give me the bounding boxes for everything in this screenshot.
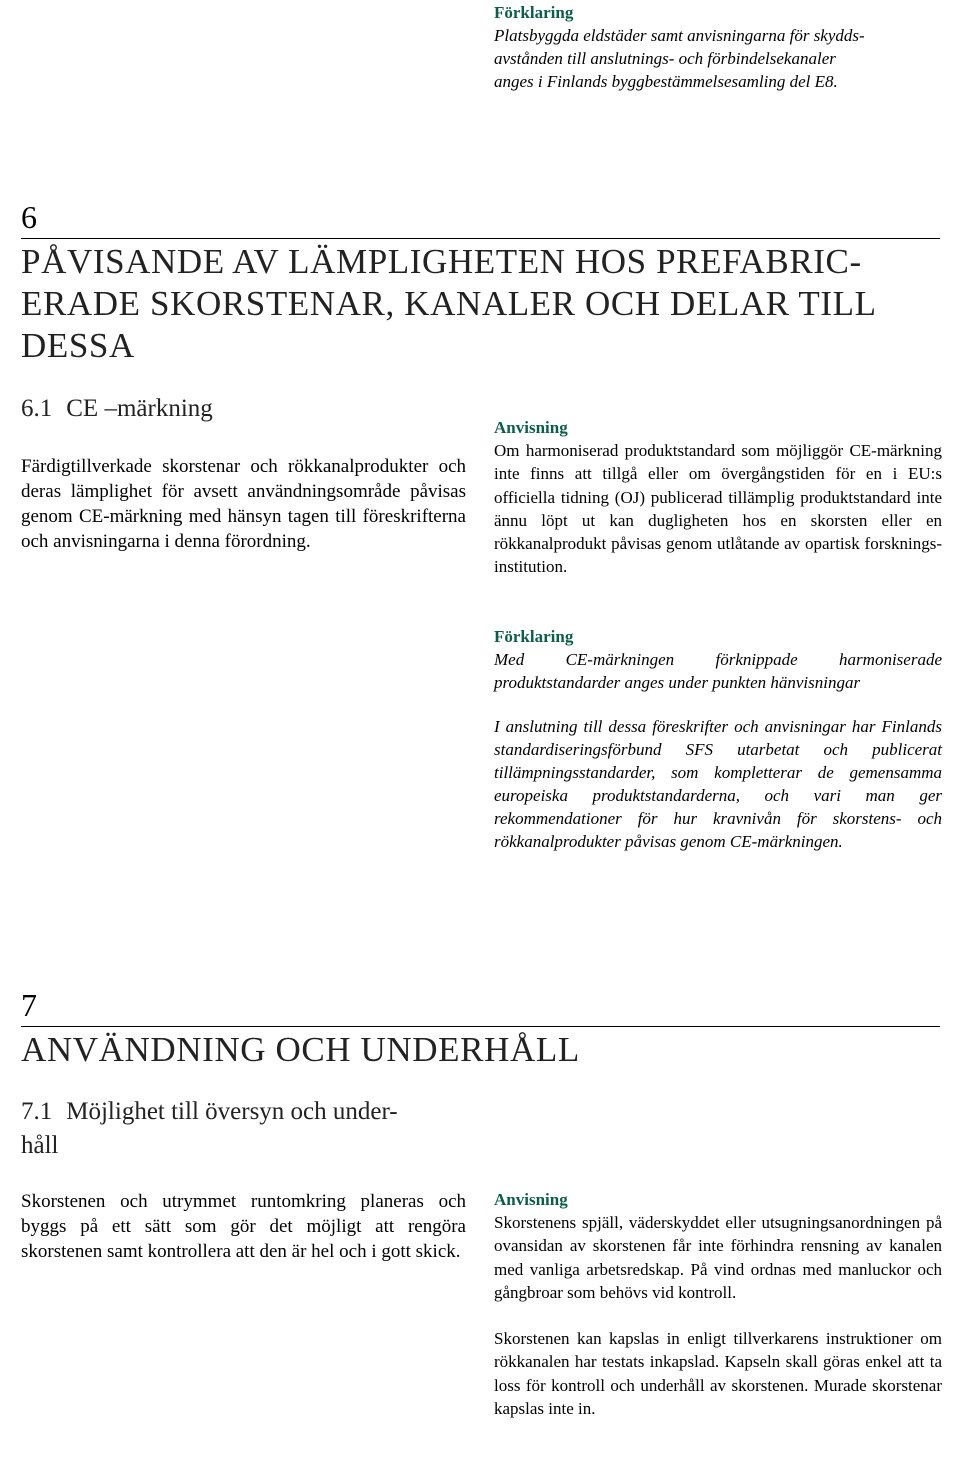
subsection-6-1-title — [21, 392, 466, 426]
subsection-7-1-label-line-1: Möjlighet till översyn och under- — [66, 1098, 398, 1125]
subsection-6-1-paragraph: Färdigtillverkade skorstenar och rökkanalprodukter och deras lämplighet för avsett användningsområde påvisas genom CE-märkning med hänsyn tagen till föreskrifterna och anvisningarna i denna förordning. — [21, 456, 466, 552]
subsection-7-1-paragraph: Skorstenen och utrymmet runtomkring planeras och byggs på ett sätt som gör det möjligt att rengöra skorstenen samt kontrollera att den är hel och i gott skick. — [21, 1191, 466, 1262]
subsection-7-1-number: 7.1 — [21, 1098, 53, 1125]
section-7-rule — [21, 1026, 940, 1027]
top-note-line-3: anges i Finlands byggbestämmelsesamling del E8. — [494, 72, 838, 91]
forklaring-text-2: I anslutning till dessa föreskrifter och anvisningar har Finlands standardiseringsförbund SFS utarbetat och publicerat tillämpningsstandarder, som kompletterar de gemensamma europeiska produktstandarderna, och vari man ger rekommendationer för hur kravnivån för skorstens- och rökkanalprodukter påvisas genom CE-märkningen. — [494, 717, 942, 851]
section-6-rule — [21, 238, 940, 239]
section-7-number: 7 — [21, 987, 37, 1023]
anvisning-text: Om harmoniserad produktstandard som möjliggör CE-märkning inte finns att tillgå eller om övergångstiden för en i EU:s officiella tidning (OJ) publicerad tillämplig produktstandard inte ännu löpt ut kan dugligheten hos en skorsten eller en rökkanalprodukt påvisas genom utlåtande av opartisk forsknings-institution. — [494, 441, 942, 577]
forklaring-label: Förklaring — [494, 627, 574, 646]
section-6-title-line-3: DESSA — [21, 326, 135, 365]
section-6-title-line-1: PÅVISANDE AV LÄMPLIGHETEN HOS PREFABRIC- — [21, 242, 862, 281]
forklaring-text-1: Med CE-märkningen förknippade harmoniserade produktstandarder anges under punkten hänvisningar — [494, 650, 942, 692]
section-6-number: 6 — [21, 199, 37, 235]
anvisning-7-text-1: Skorstenens spjäll, väderskyddet eller utsugningsanordningen på ovansidan av skorstenen får inte förhindra rensning av kanalen med vanliga arbetsredskap. På vind ordnas med manluckor och gångbroar som behövs vid kontroll. — [494, 1213, 942, 1302]
subsection-7-1-body — [21, 1189, 466, 1264]
subsection-7-1-label-line-2: håll — [21, 1132, 59, 1159]
top-note — [494, 2, 942, 93]
subsection-6-1-body — [21, 454, 466, 554]
subsection-7-1-anvisning — [494, 1189, 942, 1420]
subsection-6-1-anvisning — [494, 417, 942, 579]
subsection-6-1-forklaring — [494, 626, 942, 853]
anvisning-label: Anvisning — [494, 418, 568, 437]
top-note-line-2: avstånden till anslutnings- och förbindelsekanaler — [494, 49, 836, 68]
subsection-7-1-title — [21, 1095, 481, 1163]
subsection-6-1-number: 6.1 — [21, 395, 53, 422]
anvisning-7-label: Anvisning — [494, 1190, 568, 1209]
section-7-title: ANVÄNDNING OCH UNDERHÅLL — [21, 1030, 580, 1069]
top-note-line-1: Platsbyggda eldstäder samt anvisningarna för skydds- — [494, 26, 865, 45]
section-6-title — [21, 241, 951, 367]
subsection-6-1-label: CE –märkning — [66, 395, 213, 422]
top-note-label: Förklaring — [494, 3, 574, 22]
anvisning-7-text-2: Skorstenen kan kapslas in enligt tillverkarens instruktioner om rökkanalen har testats inkapslad. Kapseln skall göras enkel att ta loss för kontroll och underhåll av skorstenen. Murade skorstenar kapslas inte in. — [494, 1329, 942, 1419]
section-6-title-line-2: ERADE SKORSTENAR, KANALER OCH DELAR TILL — [21, 284, 877, 323]
